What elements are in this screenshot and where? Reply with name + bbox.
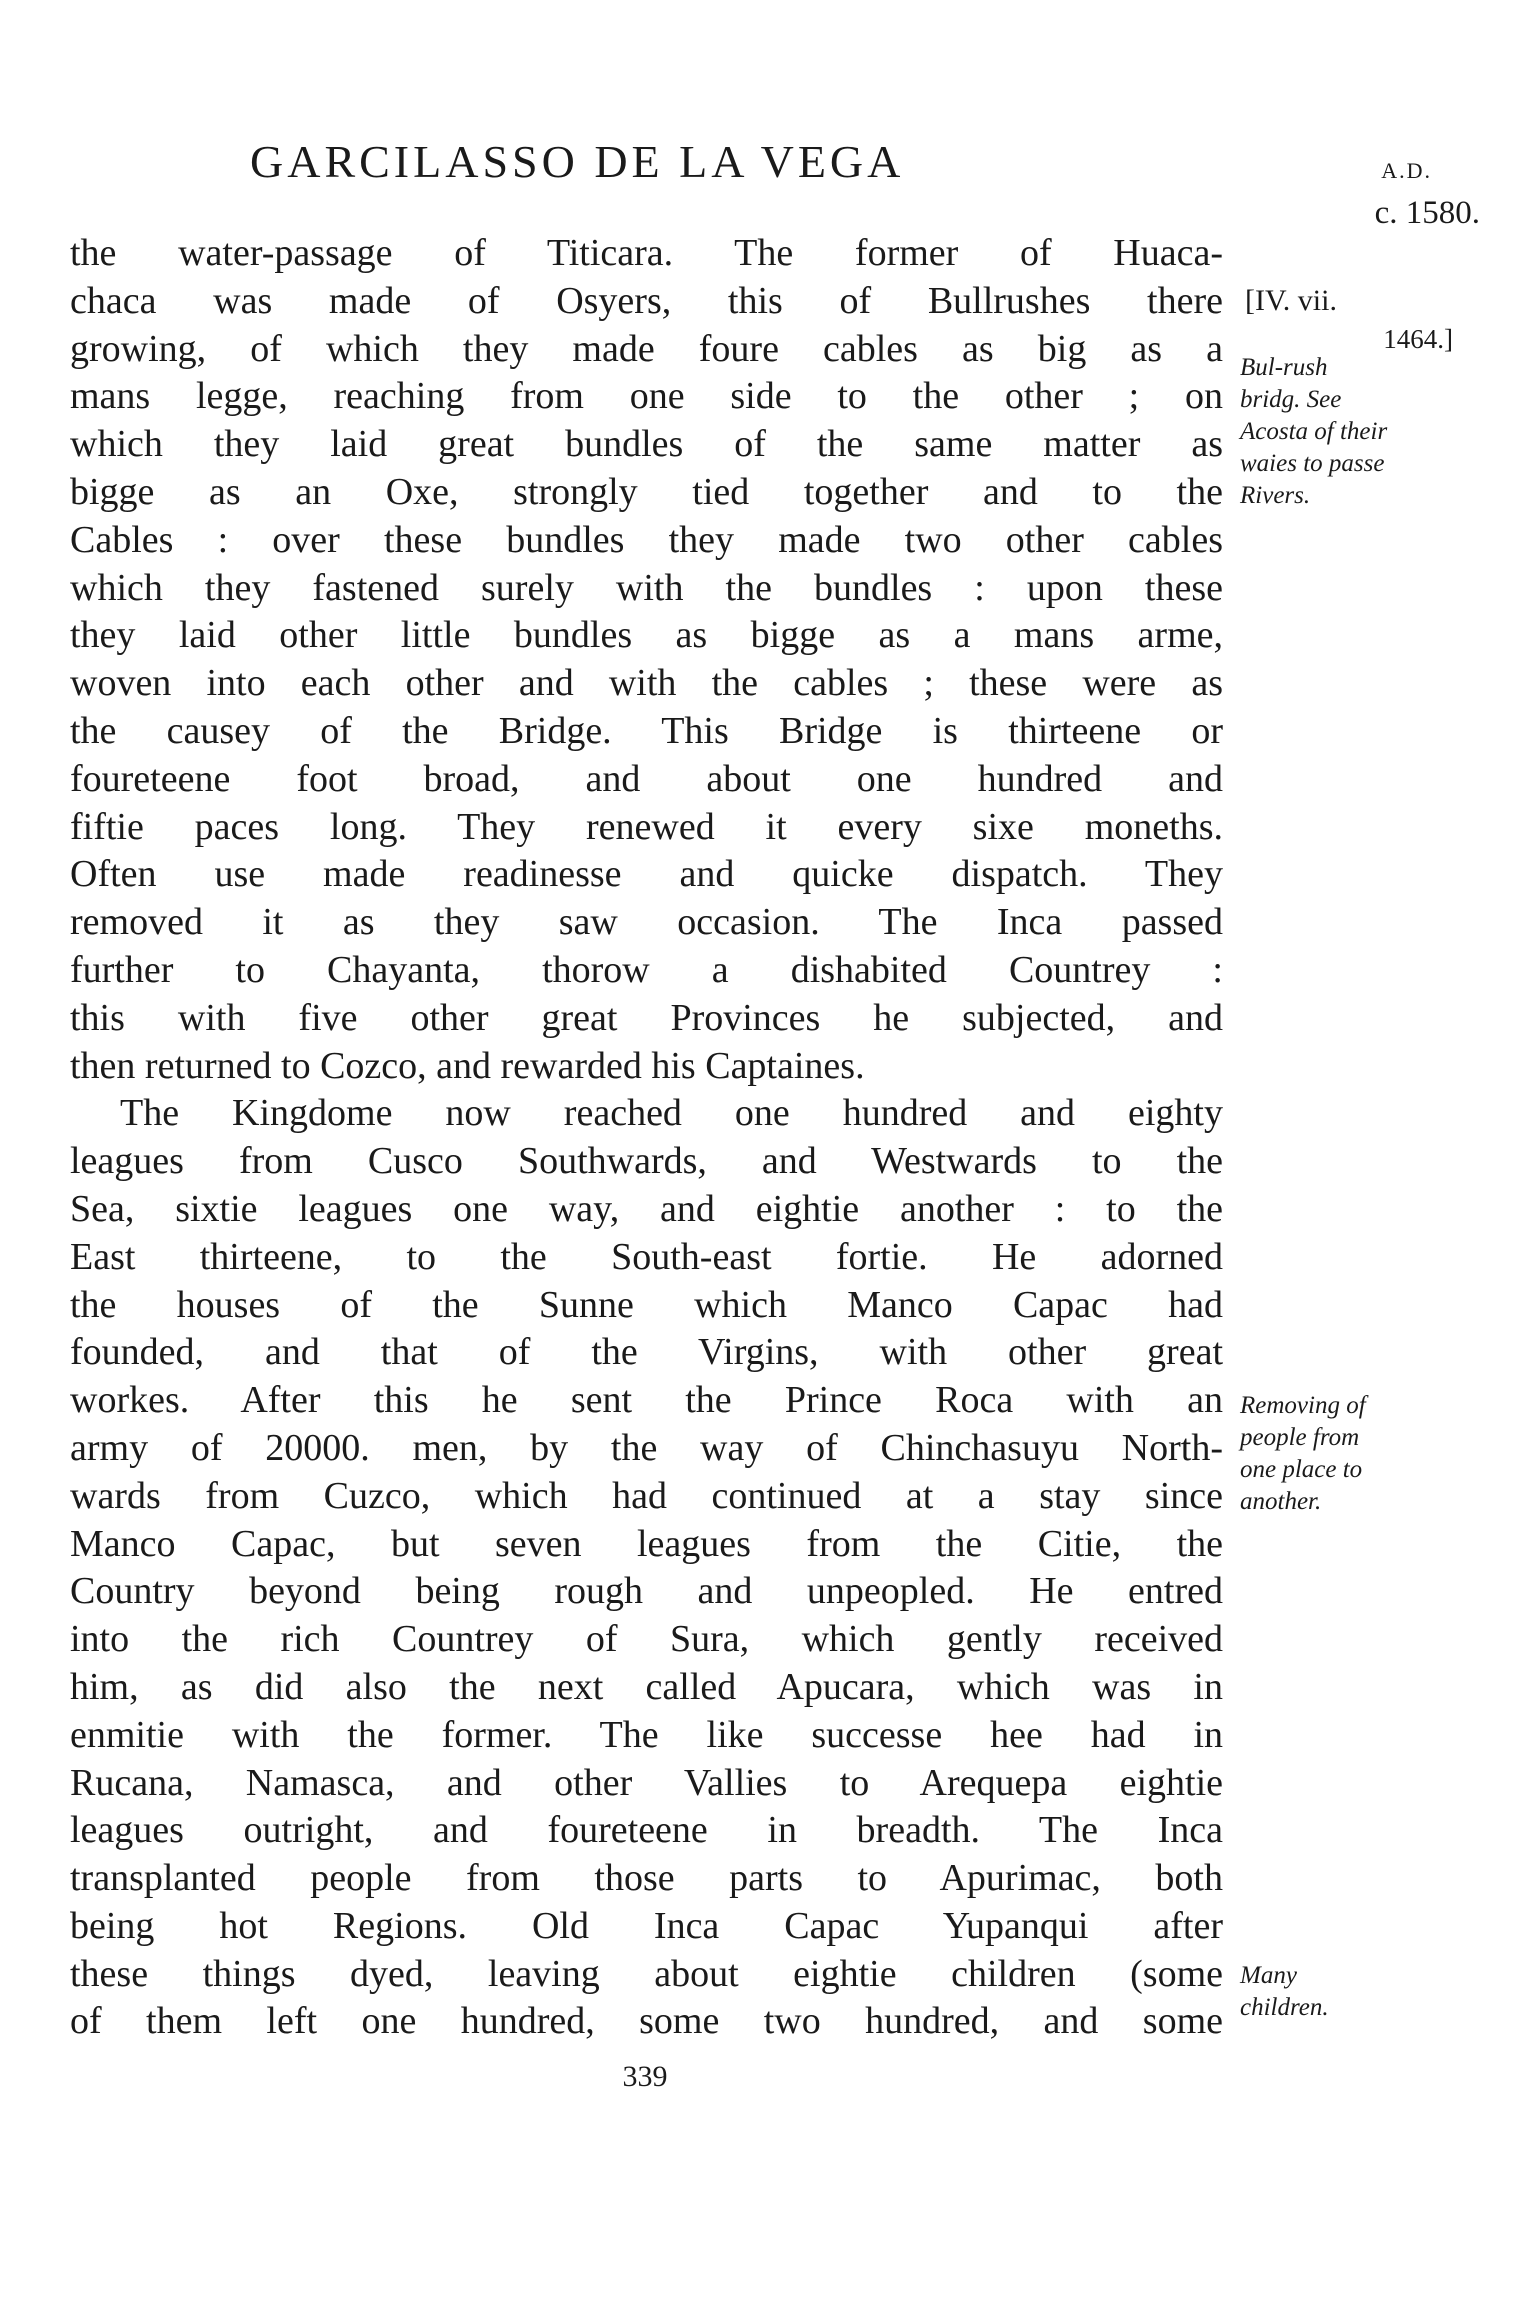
side-note-line: people from — [1240, 1424, 1360, 1451]
text-line: Country beyond being rough and unpeopled. He entred — [70, 1570, 1223, 1613]
text-line: growing, of which they made foure cables as big as a — [70, 327, 1223, 370]
text-line: Cables : over these bundles they made two other cables — [70, 518, 1223, 561]
text-line: then returned to Cozco, and rewarded his Captaines. — [70, 1044, 865, 1087]
text-line: further to Chayanta, thorow a dishabited Countrey : — [70, 948, 1223, 991]
text-line: this with five other great Provinces he subjected, and — [70, 996, 1223, 1039]
text-line: Manco Capac, but seven leagues from the Citie, the — [70, 1522, 1223, 1565]
margin-reference — [1245, 282, 1465, 358]
side-note-line: another. — [1240, 1488, 1322, 1515]
text-line: fiftie paces long. They renewed it every sixe moneths. — [70, 805, 1223, 848]
side-note-line: Many — [1240, 1962, 1297, 1989]
text-line: Often use made readinesse and quicke dispatch. They — [70, 853, 1223, 896]
date-era: A.D. — [1381, 158, 1432, 183]
side-note-line: one place to — [1240, 1456, 1363, 1483]
text-line: East thirteene, to the South-east fortie. He adorned — [70, 1235, 1223, 1278]
text-line: removed it as they saw occasion. The Inca passed — [70, 901, 1223, 944]
text-line: wards from Cuzco, which had continued at a stay since — [70, 1474, 1223, 1517]
text-line: The Kingdome now reached one hundred and eighty — [120, 1092, 1223, 1135]
text-line: leagues outright, and foureteene in breadth. The Inca — [70, 1809, 1223, 1852]
text-line: these things dyed, leaving about eightie children (some — [70, 1952, 1223, 1995]
text-line: which they fastened surely with the bundles : upon these — [70, 566, 1223, 609]
side-note-line: Bul-rush — [1240, 354, 1328, 381]
side-note-line: waies to passe — [1240, 450, 1385, 477]
text-line: being hot Regions. Old Inca Capac Yupanqui after — [70, 1904, 1223, 1947]
text-line: leagues from Cusco Southwards, and Westwards to the — [70, 1140, 1223, 1183]
header-date — [1250, 150, 1480, 234]
side-note-removing-people — [1240, 1390, 1480, 1518]
text-line: enmitie with the former. The like successe hee had in — [70, 1713, 1223, 1756]
running-title: GARCILASSO DE LA VEGA — [250, 136, 905, 187]
text-line: army of 20000. men, by the way of Chinchasuyu North- — [70, 1426, 1223, 1469]
text-line: transplanted people from those parts to Apurimac, both — [70, 1857, 1223, 1900]
side-note-line: Removing of — [1240, 1392, 1366, 1419]
side-note-many-children — [1240, 1960, 1480, 2024]
date-year: c. 1580. — [1374, 195, 1480, 231]
text-line: bigge as an Oxe, strongly tied together and to the — [70, 470, 1223, 513]
side-note-line: Rivers. — [1240, 482, 1311, 509]
text-line: of them left one hundred, some two hundred, and some — [70, 2000, 1223, 2043]
text-line: foureteene foot broad, and about one hundred and — [70, 757, 1223, 800]
side-note-line: children. — [1240, 1994, 1329, 2021]
text-line: the causey of the Bridge. This Bridge is thirteene or — [70, 709, 1223, 752]
text-line: workes. After this he sent the Prince Roca with an — [70, 1379, 1223, 1422]
side-note-line: bridg. See — [1240, 386, 1342, 413]
text-line: Sea, sixtie leagues one way, and eightie another : to the — [70, 1187, 1223, 1230]
text-line: chaca was made of Osyers, this of Bullrushes there — [70, 279, 1223, 322]
page-number: 339 — [622, 2060, 668, 2093]
text-line: into the rich Countrey of Sura, which gently received — [70, 1618, 1223, 1661]
margin-reference-chapter: [IV. vii. — [1245, 284, 1337, 317]
text-line: they laid other little bundles as bigge as a mans arme, — [70, 614, 1223, 657]
text-line: founded, and that of the Virgins, with other great — [70, 1331, 1223, 1374]
text-line: him, as did also the next called Apucara, which was in — [70, 1665, 1223, 1708]
text-line: mans legge, reaching from one side to the other ; on — [70, 375, 1223, 418]
side-note-bulrush-bridge — [1240, 352, 1480, 512]
text-line: which they laid great bundles of the same matter as — [70, 423, 1223, 466]
margin-reference-year: 1464.] — [1383, 324, 1453, 354]
text-line: the water-passage of Titicara. The former of Huaca- — [70, 232, 1223, 274]
text-line: the houses of the Sunne which Manco Capac had — [70, 1283, 1223, 1326]
body-text — [70, 230, 1223, 2046]
text-line: woven into each other and with the cables ; these were as — [70, 662, 1223, 705]
text-line: Rucana, Namasca, and other Vallies to Arequepa eightie — [70, 1761, 1223, 1804]
side-note-line: Acosta of their — [1240, 418, 1388, 445]
